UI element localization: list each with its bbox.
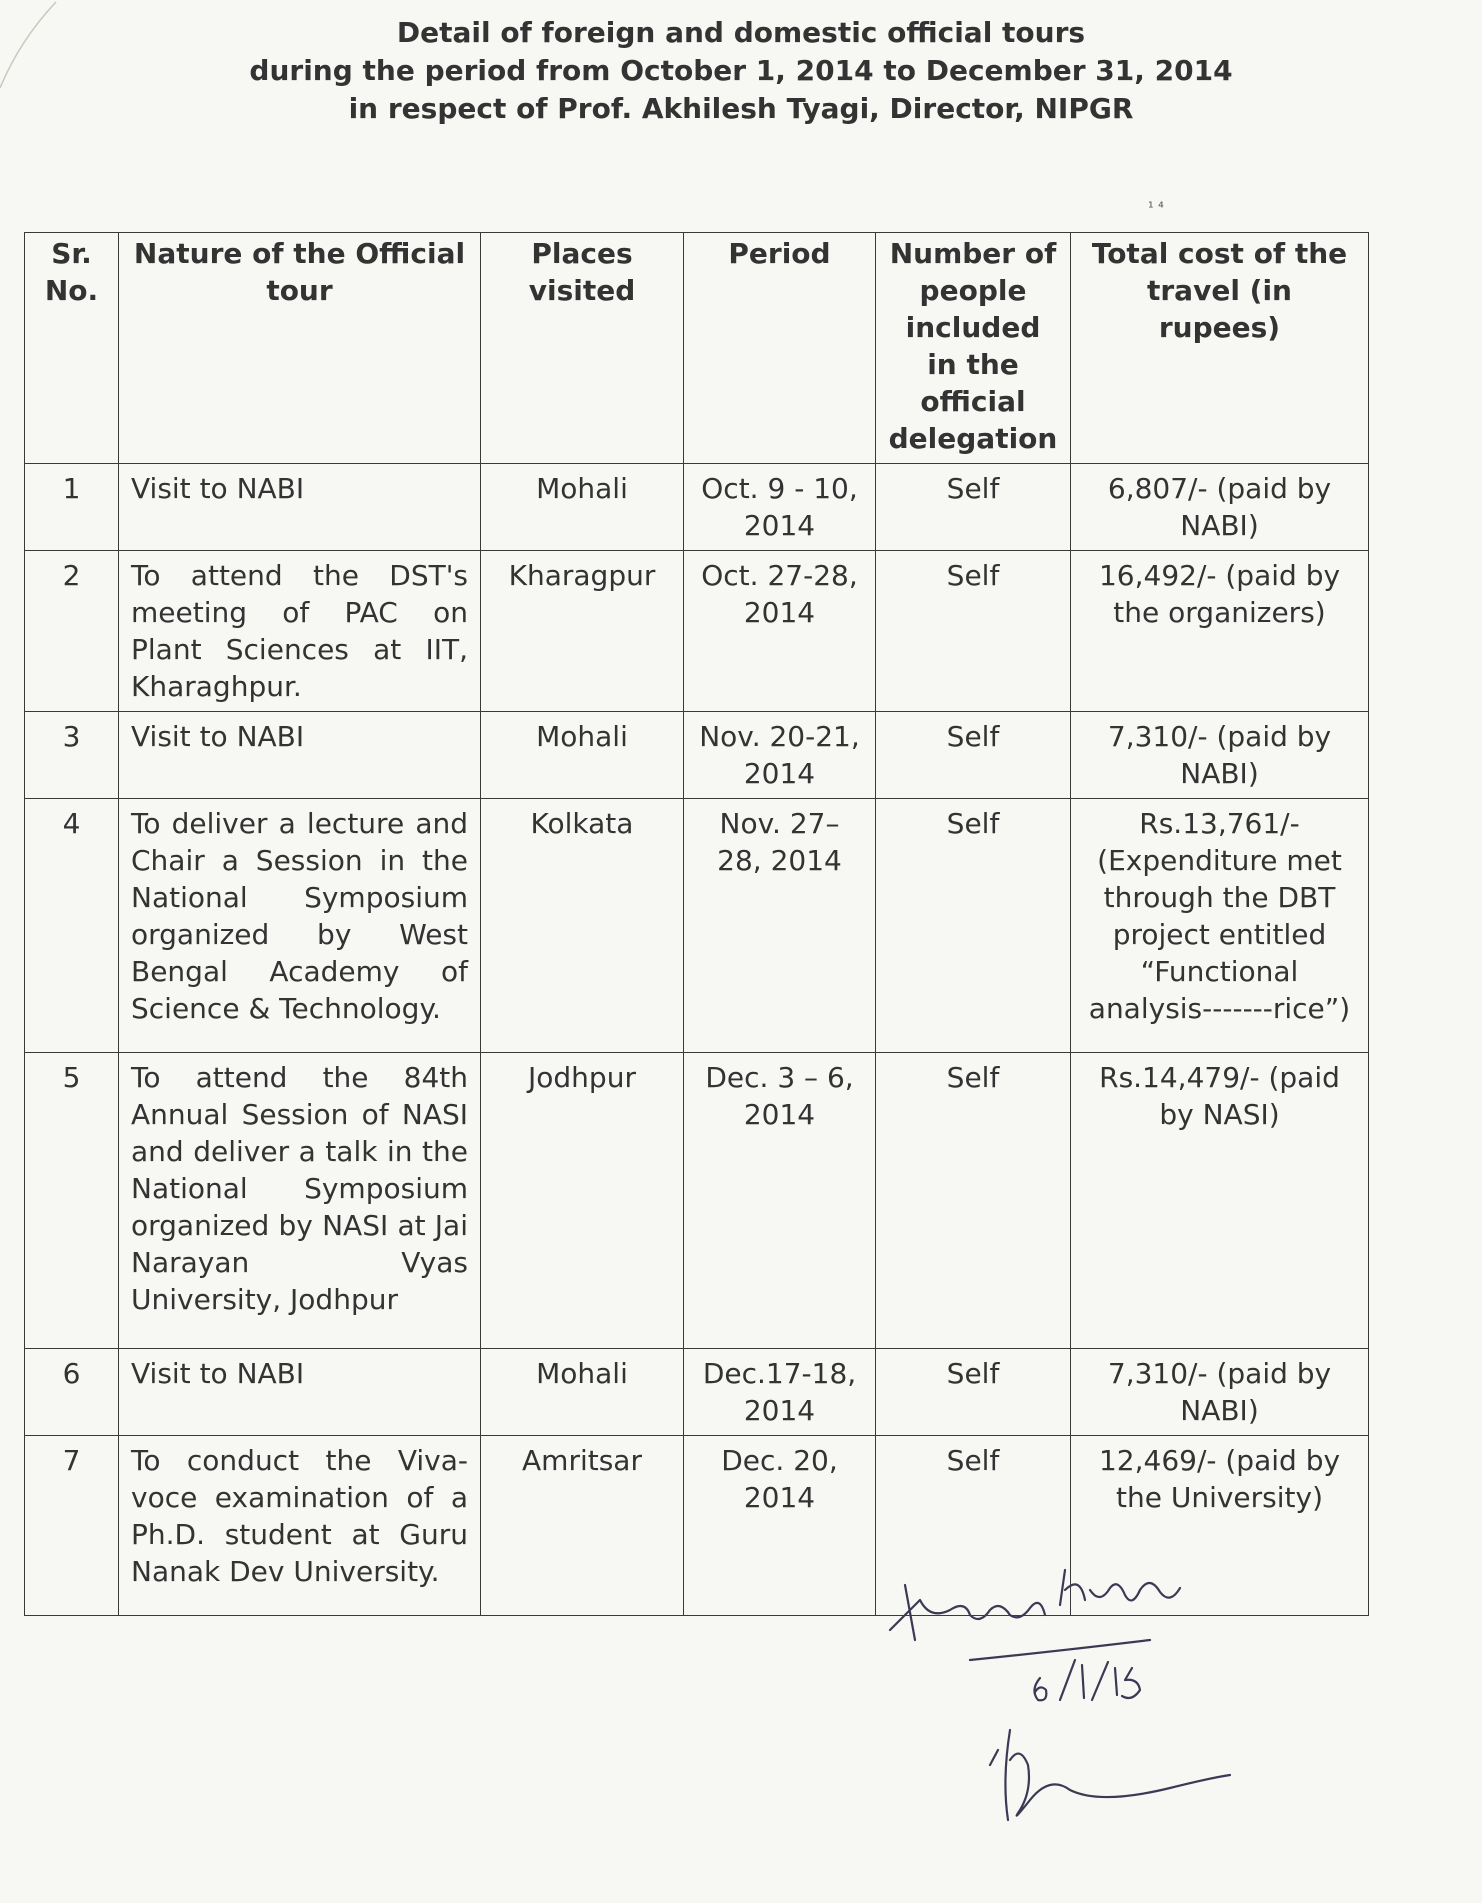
cell-sr: 2 [25,551,119,712]
cell-cost: 12,469/- (paid by the University) [1071,1436,1369,1616]
cell-people: Self [876,799,1071,1053]
cell-sr: 5 [25,1053,119,1349]
cell-people: Self [876,464,1071,551]
table-row [25,1053,1369,1349]
table-row [25,551,1369,712]
cell-sr: 3 [25,712,119,799]
table-row [25,712,1369,799]
header-people: Number of people included in the official delegation [876,233,1071,464]
cell-place: Mohali [481,464,684,551]
cell-period: Dec. 20, 2014 [684,1436,876,1616]
cell-people: Self [876,712,1071,799]
cell-cost: 16,492/- (paid by the organizers) [1071,551,1369,712]
header-sr-no: Sr. No. [25,233,119,464]
cell-period: Dec.17-18, 2014 [684,1349,876,1436]
header-row [25,233,1369,464]
cell-place: Mohali [481,1349,684,1436]
cell-nature: To attend the DST's meeting of PAC on Plant Sciences at IIT, Kharaghpur. [119,551,481,712]
tours-table [24,232,1369,1616]
cell-nature: Visit to NABI [119,1349,481,1436]
cell-people: Self [876,1349,1071,1436]
page-mark: ¹ ⁴ [1148,200,1164,216]
cell-cost: Rs.13,761/- (Expenditure met through the DBT project entitled “Functional analysis-------rice”) [1071,799,1369,1053]
cell-place: Jodhpur [481,1053,684,1349]
heading-line-2: during the period from October 1, 2014 to December 31, 2014 [249,54,1233,87]
cell-nature: To deliver a lecture and Chair a Session in the National Symposium organized by West Bengal Academy of Science & Technology. [119,799,481,1053]
cell-people: Self [876,551,1071,712]
cell-cost: 6,807/- (paid by NABI) [1071,464,1369,551]
table-row [25,464,1369,551]
table-row [25,1349,1369,1436]
document-heading [0,14,1482,128]
table-row [25,799,1369,1053]
cell-sr: 4 [25,799,119,1053]
handwritten-signature [870,1560,1290,1860]
header-cost: Total cost of the travel (in rupees) [1071,233,1369,464]
cell-cost: Rs.14,479/- (paid by NASI) [1071,1053,1369,1349]
cell-nature: Visit to NABI [119,712,481,799]
header-period: Period [684,233,876,464]
cell-sr: 1 [25,464,119,551]
cell-cost: 7,310/- (paid by NABI) [1071,712,1369,799]
cell-period: Oct. 27-28, 2014 [684,551,876,712]
cell-place: Amritsar [481,1436,684,1616]
cell-period: Nov. 27– 28, 2014 [684,799,876,1053]
cell-sr: 7 [25,1436,119,1616]
cell-cost: 7,310/- (paid by NABI) [1071,1349,1369,1436]
cell-place: Mohali [481,712,684,799]
heading-line-3: in respect of Prof. Akhilesh Tyagi, Director, NIPGR [348,92,1134,125]
heading-line-1: Detail of foreign and domestic official tours [396,16,1086,49]
cell-people: Self [876,1053,1071,1349]
cell-nature: To attend the 84th Annual Session of NASI and deliver a talk in the National Symposium organized by NASI at Jai Narayan Vyas University, Jodhpur [119,1053,481,1349]
cell-nature: Visit to NABI [119,464,481,551]
cell-place: Kolkata [481,799,684,1053]
header-places: Places visited [481,233,684,464]
cell-nature: To conduct the Viva-voce examination of a Ph.D. student at Guru Nanak Dev University. [119,1436,481,1616]
cell-period: Nov. 20-21, 2014 [684,712,876,799]
header-nature: Nature of the Official tour [119,233,481,464]
cell-period: Dec. 3 – 6, 2014 [684,1053,876,1349]
cell-period: Oct. 9 - 10, 2014 [684,464,876,551]
cell-people: Self [876,1436,1071,1616]
cell-sr: 6 [25,1349,119,1436]
cell-place: Kharagpur [481,551,684,712]
